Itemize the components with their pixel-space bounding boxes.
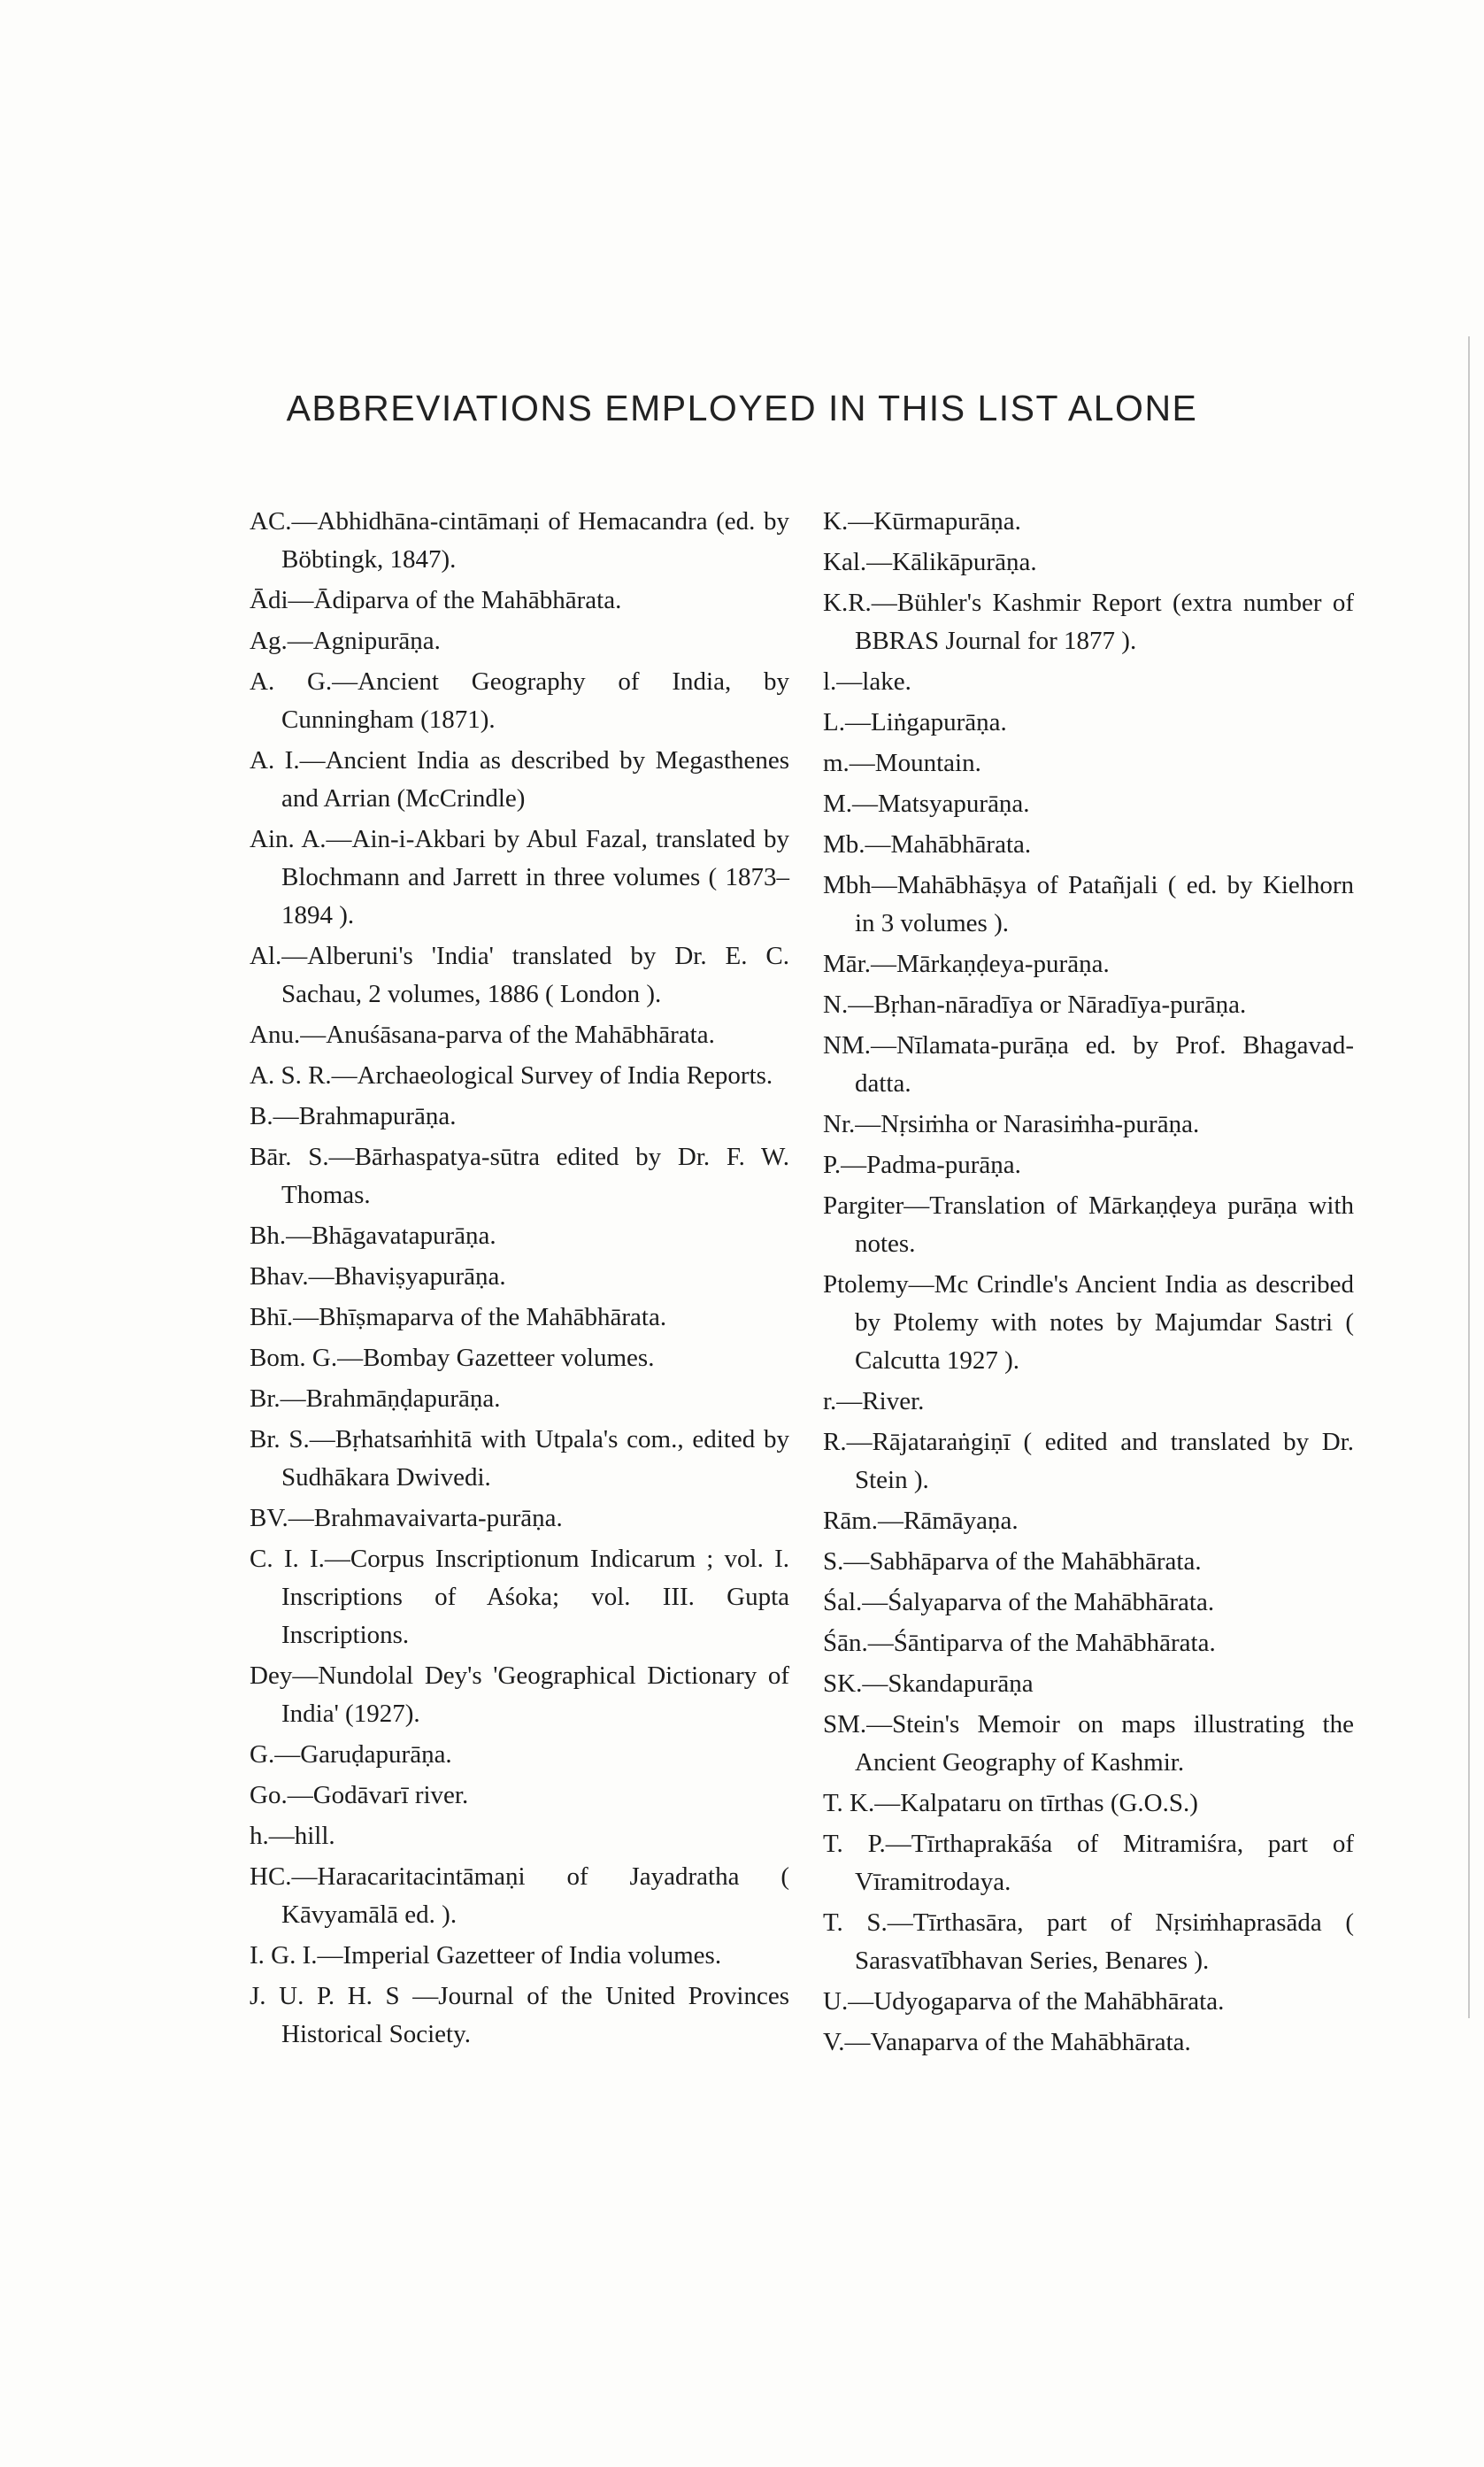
abbreviation-entry: BV.—Brahmavaivarta-purāṇa.	[250, 1504, 563, 1532]
abbreviation-entry: Bār. S.—Bārhaspatya-sūtra edited by Dr. F. W. Thomas.	[250, 1143, 789, 1209]
abbreviation-entry: Nr.—Nṛsiṁha or Narasiṁha-purāṇa.	[823, 1110, 1200, 1138]
abbreviation-entry: Go.—Godāvarī river.	[250, 1781, 469, 1809]
abbreviation-entry: Mb.—Mahābhārata.	[823, 830, 1032, 859]
abbreviation-entry: Śal.—Śalyaparva of the Mahābhārata.	[823, 1588, 1215, 1616]
abbreviation-entry: NM.—Nīlamata-purāṇa ed. by Prof. Bhagavad-datta.	[823, 1031, 1354, 1098]
abbreviation-entry: Br. S.—Bṛhatsaṁhitā with Utpala's com., edited by Sudhākara Dwivedi.	[250, 1425, 789, 1492]
abbreviation-entry: AC.—Abhidhāna-cintāmaṇi of Hemacandra (ed. by Böbtingk, 1847).	[250, 507, 789, 574]
abbreviation-entry: T. S.—Tīrthasāra, part of Nṛsiṁhaprasāda ( Sarasvatībhavan Series, Benares ).	[823, 1908, 1354, 1975]
abbreviation-entry: N.—Bṛhan-nāradīya or Nāradīya-purāṇa.	[823, 991, 1247, 1019]
abbreviation-entry: R.—Rājataraṅgiṇī ( edited and translated by Dr. Stein ).	[823, 1428, 1354, 1494]
abbreviation-entry: Al.—Alberuni's 'India' translated by Dr. E. C. Sachau, 2 volumes, 1886 ( London ).	[250, 942, 789, 1008]
abbreviation-entry: l.—lake.	[823, 667, 911, 696]
abbreviation-entry: h.—hill.	[250, 1822, 335, 1850]
abbreviation-entry: S.—Sabhāparva of the Mahābhārata.	[823, 1547, 1202, 1576]
page-edge-line	[1468, 336, 1470, 2018]
abbreviation-entry: Kal.—Kālikāpurāṇa.	[823, 548, 1037, 576]
abbreviation-entry: Bhav.—Bhaviṣyapurāṇa.	[250, 1262, 506, 1291]
abbreviation-entry: G.—Garuḍapurāṇa.	[250, 1740, 452, 1769]
abbreviation-entry: SM.—Stein's Memoir on maps illustrating the Ancient Geography of Kashmir.	[823, 1710, 1354, 1777]
abbreviation-entry: Dey—Nundolal Dey's 'Geographical Dictionary of India' (1927).	[250, 1661, 789, 1728]
abbreviation-entry: A. G.—Ancient Geography of India, by Cunningham (1871).	[250, 667, 789, 734]
abbreviation-entry: K.—Kūrmapurāṇa.	[823, 507, 1021, 536]
abbreviation-entry: r.—River.	[823, 1387, 925, 1415]
abbreviation-entry: I. G. I.—Imperial Gazetteer of India volumes.	[250, 1941, 722, 1970]
abbreviation-entry: K.R.—Bühler's Kashmir Report (extra number of BBRAS Journal for 1877 ).	[823, 589, 1354, 655]
abbreviation-entry: B.—Brahmapurāṇa.	[250, 1102, 457, 1130]
abbreviation-entry: Rām.—Rāmāyaṇa.	[823, 1507, 1019, 1535]
abbreviation-entry: Bhī.—Bhīṣmaparva of the Mahābhārata.	[250, 1303, 667, 1331]
abbreviation-entry: HC.—Haracaritacintāmaṇi of Jayadratha ( Kāvyamālā ed. ).	[250, 1862, 789, 1929]
abbreviation-entry: Ptolemy—Mc Crindle's Ancient India as described by Ptolemy with notes by Majumdar Sastri ( Calcutta 1927 ).	[823, 1270, 1354, 1375]
abbreviation-entry: Mbh—Mahābhāṣya of Patañjali ( ed. by Kielhorn in 3 volumes ).	[823, 871, 1354, 937]
abbreviation-entry: J. U. P. H. S —Journal of the United Provinces Historical Society.	[250, 1982, 789, 2048]
abbreviation-entry: V.—Vanaparva of the Mahābhārata.	[823, 2028, 1191, 2056]
abbreviations-right-column	[823, 503, 1354, 2064]
abbreviation-entry: m.—Mountain.	[823, 749, 981, 777]
abbreviation-entry: T. K.—Kalpataru on tīrthas (G.O.S.)	[823, 1789, 1198, 1817]
abbreviation-entry: M.—Matsyapurāṇa.	[823, 790, 1030, 818]
abbreviation-entry: T. P.—Tīrthaprakāśa of Mitramiśra, part of Vīramitrodaya.	[823, 1830, 1354, 1896]
abbreviation-entry: C. I. I.—Corpus Inscriptionum Indicarum ; vol. I. Inscriptions of Aśoka; vol. III. Gupta Inscriptions.	[250, 1545, 789, 1649]
abbreviation-entry: A. I.—Ancient India as described by Megasthenes and Arrian (McCrindle)	[250, 746, 789, 813]
abbreviation-entry: Ag.—Agnipurāṇa.	[250, 627, 441, 655]
abbreviation-entry: Ādi—Ādiparva of the Mahābhārata.	[250, 586, 622, 614]
abbreviation-entry: Ain. A.—Ain-i-Akbari by Abul Fazal, translated by Blochmann and Jarrett in three volumes ( 1873–1894 ).	[250, 825, 789, 929]
abbreviation-entry: Bom. G.—Bombay Gazetteer volumes.	[250, 1344, 655, 1372]
abbreviation-entry: U.—Udyogaparva of the Mahābhārata.	[823, 1987, 1225, 2016]
abbreviation-entry: Anu.—Anuśāsana-parva of the Mahābhārata.	[250, 1021, 715, 1049]
abbreviations-left-column	[250, 503, 789, 2056]
abbreviation-entry: SK.—Skandapurāṇa	[823, 1669, 1034, 1698]
abbreviation-entry: Śān.—Śāntiparva of the Mahābhārata.	[823, 1629, 1216, 1657]
abbreviation-entry: Mār.—Mārkaṇḍeya-purāṇa.	[823, 950, 1110, 978]
page-title: ABBREVIATIONS EMPLOYED IN THIS LIST ALONE	[286, 388, 1198, 428]
abbreviation-entry: P.—Padma-purāṇa.	[823, 1151, 1021, 1179]
abbreviation-entry: A. S. R.—Archaeological Survey of India Reports.	[250, 1061, 773, 1090]
abbreviation-entry: Br.—Brahmāṇḍapurāṇa.	[250, 1384, 501, 1413]
abbreviation-entry: L.—Liṅgapurāṇa.	[823, 708, 1007, 736]
abbreviation-entry: Pargiter—Translation of Mārkaṇḍeya purāṇa with notes.	[823, 1191, 1354, 1258]
abbreviation-entry: Bh.—Bhāgavatapurāṇa.	[250, 1222, 496, 1250]
